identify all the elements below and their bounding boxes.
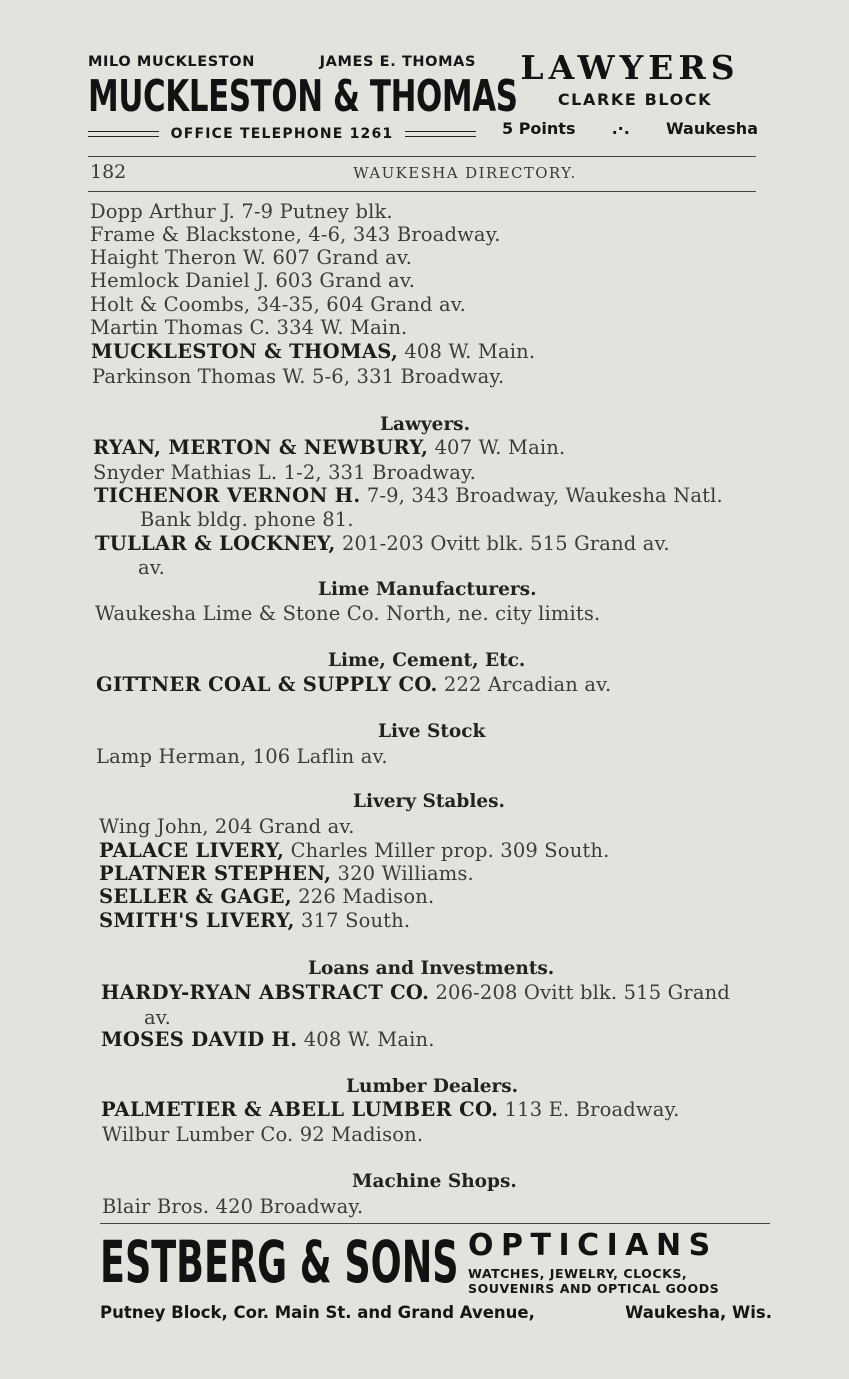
listing-text: Wing John, 204 Grand av. [99,815,355,838]
ad-bottom-address-right: Waukesha, Wis. [625,1303,772,1322]
listing-name-bold: TICHENOR VERNON H. [94,484,361,507]
listing-text: 201-203 Ovitt blk. 515 Grand av. [335,532,670,555]
listing-text: Bank bldg. phone 81. [140,508,354,531]
category-heading: Livery Stables. [353,791,505,812]
listing-text: 407 W. Main. [428,436,566,459]
category-heading: Lumber Dealers. [346,1076,519,1097]
listing-entry [93,461,476,484]
listing-entry [101,981,730,1004]
listing-text: 206-208 Ovitt blk. 515 Grand [429,981,730,1004]
listing-text: Blair Bros. 420 Broadway. [102,1195,364,1218]
listing-entry [90,269,415,292]
ad-phone-row [88,124,476,144]
listing-entry [102,1123,423,1146]
listing-entry [101,1098,679,1121]
listing-name-bold: GITTNER COAL & SUPPLY CO. [96,673,438,696]
listing-name-bold: PLATNER STEPHEN, [99,862,332,885]
listing-text: 113 E. Broadway. [498,1098,680,1121]
ad-bottom-address-left: Putney Block, Cor. Main St. and Grand Avenue, [100,1303,535,1322]
bottom-advertisement [100,1228,772,1332]
listing-name-bold: TULLAR & LOCKNEY, [95,532,336,555]
listing-text: 408 W. Main. [398,340,536,363]
ad-building: CLARKE BLOCK [557,90,713,109]
listing-name-bold: SMITH'S LIVERY, [99,909,295,932]
listing-text: Parkinson Thomas W. 5-6, 331 Broadway. [92,365,505,388]
listing-entry [99,909,410,932]
header-rule-top [88,156,756,157]
listing-entry [94,484,723,507]
ad-location [502,117,758,141]
listing-text: 226 Madison. [291,885,435,908]
listing-entry [138,556,165,579]
listing-entry [91,340,535,363]
listing-entry [96,673,611,696]
listing-name-bold: HARDY-RYAN ABSTRACT CO. [101,981,430,1004]
listing-entry [90,293,466,316]
ad-profession: LAWYERS [520,48,740,87]
listing-name-bold: RYAN, MERTON & NEWBURY, [93,436,429,459]
listing-text: 7-9, 343 Broadway, Waukesha Natl. [360,484,723,507]
listing-text: av. [144,1006,171,1029]
listing-text: Martin Thomas C. 334 W. Main. [90,316,408,339]
ad-double-rule-left [88,131,159,137]
listing-entry [101,1028,435,1051]
listing-text: Hemlock Daniel J. 603 Grand av. [90,269,416,292]
ad-phone: OFFICE TELEPHONE 1261 [170,126,394,142]
ad-bottom-address [100,1302,772,1324]
listing-entry [144,1006,171,1029]
listing-text: Haight Theron W. 607 Grand av. [90,246,413,269]
running-title: WAUKESHA DIRECTORY. [353,164,577,182]
category-heading: Machine Shops. [352,1171,517,1192]
listing-text: Wilbur Lumber Co. 92 Madison. [102,1123,424,1146]
listing-entry [95,602,600,625]
ad-double-rule-right [405,131,476,137]
listing-text: Lamp Herman, 106 Laflin av. [96,745,388,768]
ad-bottom-firm-name: ESTBERG & SONS [100,1228,459,1296]
ad-firm-name: MUCKLESTON & THOMAS [88,71,518,122]
ad-bottom-goods-2: SOUVENIRS AND OPTICAL GOODS [468,1281,720,1296]
listing-entry [90,246,412,269]
ad-location-separator: .·. [611,119,630,138]
category-heading: Lime Manufacturers. [318,579,537,600]
listing-entry [92,365,504,388]
ad-partners [88,52,476,72]
ad-firm-block [88,52,518,144]
listing-entry [96,745,388,768]
listing-entry [95,532,670,555]
listing-name-bold: PALMETIER & ABELL LUMBER CO. [101,1098,499,1121]
ad-profession-block [502,48,758,141]
ad-bottom-goods-1: WATCHES, JEWELRY, CLOCKS, [468,1266,688,1281]
listing-name-bold: MOSES DAVID H. [101,1028,298,1051]
listing-name-bold: SELLER & GAGE, [99,885,292,908]
listing-text: Dopp Arthur J. 7-9 Putney blk. [90,200,393,223]
listing-entry [90,200,393,223]
listing-entry [99,815,355,838]
ad-bottom-profession: OPTICIANS [468,1228,718,1263]
ad-partner-2: JAMES E. THOMAS [319,54,476,70]
listing-name-bold: MUCKLESTON & THOMAS, [91,340,399,363]
listing-entry [93,436,565,459]
listing-text: 222 Arcadian av. [437,673,612,696]
ad-partner-1: MILO MUCKLESTON [88,54,255,70]
listing-entry [99,862,474,885]
category-heading: Loans and Investments. [308,958,555,979]
listing-text: 408 W. Main. [297,1028,435,1051]
category-heading: Lime, Cement, Etc. [328,650,526,671]
page-number: 182 [90,161,127,183]
listing-name-bold: PALACE LIVERY, [99,839,285,862]
ad-location-right: Waukesha [665,119,758,138]
listing-text: Snyder Mathias L. 1-2, 331 Broadway. [93,461,476,484]
listing-text: Frame & Blackstone, 4-6, 343 Broadway. [90,223,501,246]
listing-text: 317 South. [294,909,411,932]
listing-entry [99,839,609,862]
listing-entry [99,885,434,908]
listing-entry [102,1195,363,1218]
category-heading: Lawyers. [380,414,471,435]
listing-text: Charles Miller prop. 309 South. [284,839,610,862]
header-rule-bottom [88,191,756,192]
category-heading: Live Stock [378,721,486,742]
listing-entry [90,316,407,339]
listing-text: Waukesha Lime & Stone Co. North, ne. city limits. [95,602,601,625]
listing-text: Holt & Coombs, 34-35, 604 Grand av. [90,293,466,316]
listing-text: 320 Williams. [331,862,474,885]
listing-text: av. [138,556,165,579]
listing-entry [90,223,501,246]
listing-entry [140,508,354,531]
ad-location-left: 5 Points [502,119,576,138]
footer-rule [100,1223,770,1224]
top-advertisement [88,48,758,144]
